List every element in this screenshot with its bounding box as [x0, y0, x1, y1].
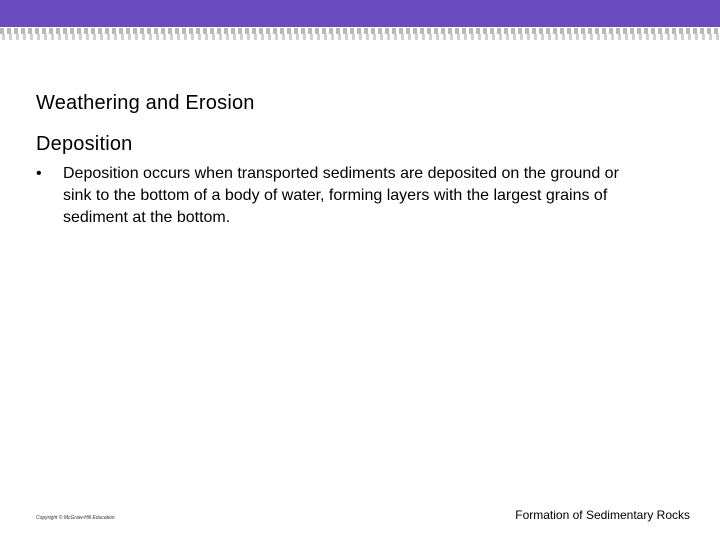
- header-band: [0, 0, 720, 27]
- footer-title: Formation of Sedimentary Rocks: [515, 508, 690, 522]
- bullet-item: [36, 163, 646, 229]
- header-dash-strip: [0, 27, 720, 40]
- slide-title: Weathering and Erosion: [36, 92, 255, 114]
- bullet-text: Deposition occurs when transported sediments are deposited on the ground or sink to the bottom of a body of water, forming layers with the largest grains of sediment at the bottom.: [63, 165, 619, 226]
- slide-subtitle: Deposition: [36, 133, 133, 155]
- bullet-list: [36, 163, 646, 229]
- bullet-marker: •: [36, 165, 42, 182]
- copyright-notice: Copyright © McGraw-Hill Education: [36, 515, 115, 521]
